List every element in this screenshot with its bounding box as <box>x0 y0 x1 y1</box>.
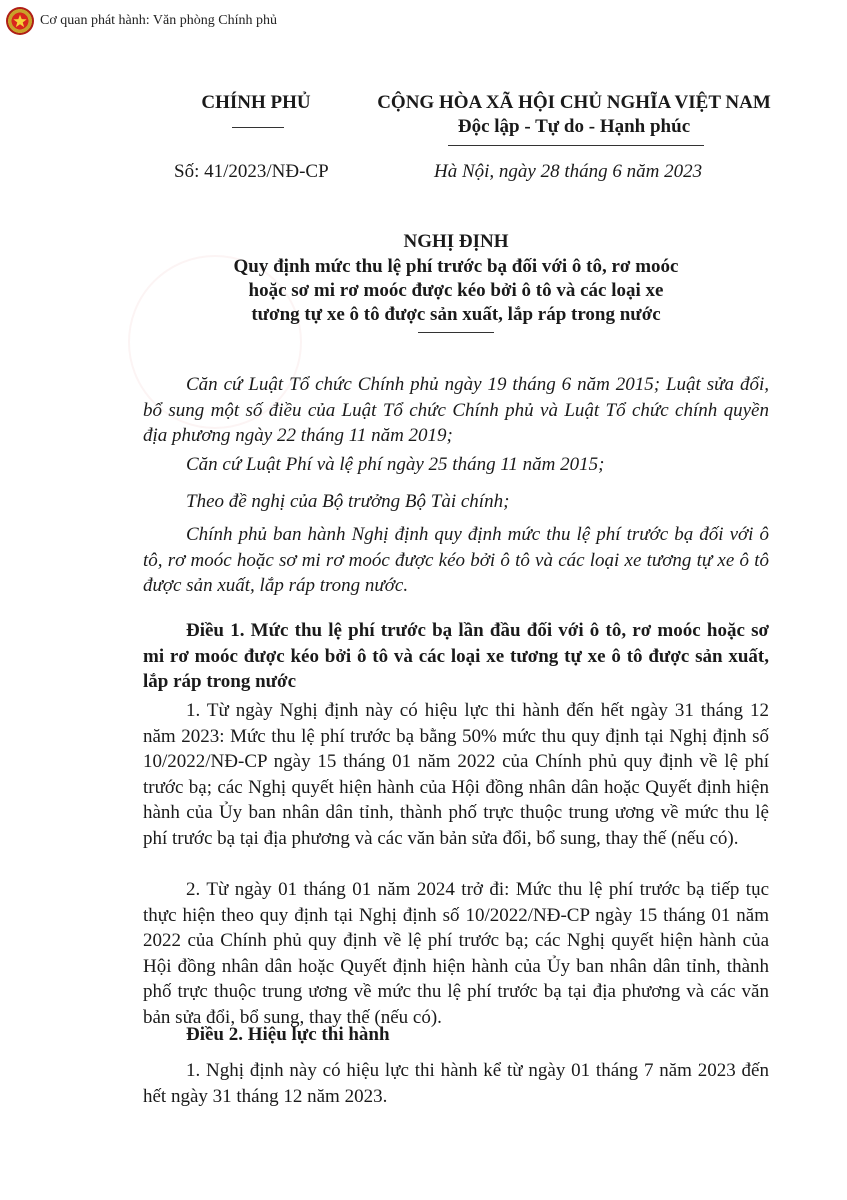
document-title-line: tương tự xe ô tô được sản xuất, lắp ráp trong nước <box>251 304 661 325</box>
article-1-clause-2: 2. Từ ngày 01 tháng 01 năm 2024 trở đi: Mức thu lệ phí trước bạ tiếp tục thực hiện theo quy định tại Nghị định số 10/2022/NĐ-CP ngày 15 tháng 01 năm 2022 của Chính phủ quy định về lệ phí trước bạ; các Nghị quyết hiện hành của Hội đồng nhân dân hoặc Quyết định hiện hành của Ủy ban nhân dân tỉnh, thành phố trực thuộc trung ương về mức thu lệ phí trước bạ tại địa phương và các văn bản sửa đổi, bổ sung, thay thế (nếu có). <box>143 879 769 1028</box>
preamble-paragraph: Theo đề nghị của Bộ trưởng Bộ Tài chính; <box>186 491 510 512</box>
issuer-title: CHÍNH PHỦ <box>201 92 311 113</box>
issuer-bar <box>6 6 277 36</box>
document-type: NGHỊ ĐỊNH <box>403 231 509 252</box>
document-title-line: Quy định mức thu lệ phí trước bạ đối với ô tô, rơ moóc <box>233 256 679 277</box>
issuer-label: Cơ quan phát hành: Văn phòng Chính phủ <box>40 13 277 28</box>
preamble-paragraph: Căn cứ Luật Phí và lệ phí ngày 25 tháng 11 năm 2015; <box>186 454 605 475</box>
article-2-heading: Điều 2. Hiệu lực thi hành <box>186 1024 390 1045</box>
place-date: Hà Nội, ngày 28 tháng 6 năm 2023 <box>434 161 703 182</box>
document-title-line: hoặc sơ mi rơ moóc được kéo bởi ô tô và các loại xe <box>248 280 664 301</box>
article-1-heading: Điều 1. Mức thu lệ phí trước bạ lần đầu đối với ô tô, rơ moóc hoặc sơ mi rơ moóc được kéo bởi ô tô và các loại xe tương tự xe ô tô được sản xuất, lắp ráp trong nước <box>143 620 769 692</box>
preamble-paragraph: Căn cứ Luật Tổ chức Chính phủ ngày 19 tháng 6 năm 2015; Luật sửa đổi, bổ sung một số điều của Luật Tổ chức Chính phủ và Luật Tổ chức chính quyền địa phương ngày 22 tháng 11 năm 2019; <box>143 374 769 446</box>
preamble-paragraph: Chính phủ ban hành Nghị định quy định mức thu lệ phí trước bạ đối với ô tô, rơ moóc hoặc sơ mi rơ moóc được kéo bởi ô tô và các loại xe tương tự xe ô tô được sản xuất, lắp ráp trong nước. <box>143 524 769 596</box>
title-underline <box>418 332 494 333</box>
motto-underline <box>448 145 704 146</box>
article-2-clause-1: 1. Nghị định này có hiệu lực thi hành kể từ ngày 01 tháng 7 năm 2023 đến hết ngày 31 tháng 12 năm 2023. <box>143 1060 769 1107</box>
issuer-underline <box>232 127 284 128</box>
country-name: CỘNG HÒA XÃ HỘI CHỦ NGHĨA VIỆT NAM <box>377 92 771 113</box>
document-number: Số: 41/2023/NĐ-CP <box>174 161 329 182</box>
national-motto: Độc lập - Tự do - Hạnh phúc <box>457 116 691 137</box>
national-emblem-icon <box>6 7 34 35</box>
article-1-clause-1: 1. Từ ngày Nghị định này có hiệu lực thi hành đến hết ngày 31 tháng 12 năm 2023: Mức thu lệ phí trước bạ bằng 50% mức thu quy định tại Nghị định số 10/2022/NĐ-CP ngày 15 tháng 01 năm 2022 của Chính phủ quy định về lệ phí trước bạ; các Nghị quyết hiện hành của Hội đồng nhân dân hoặc Quyết định hiện hành của Ủy ban nhân dân tỉnh, thành phố trực thuộc trung ương về mức thu lệ phí trước bạ tại địa phương và các văn bản sửa đổi, bổ sung, thay thế (nếu có). <box>143 700 769 849</box>
